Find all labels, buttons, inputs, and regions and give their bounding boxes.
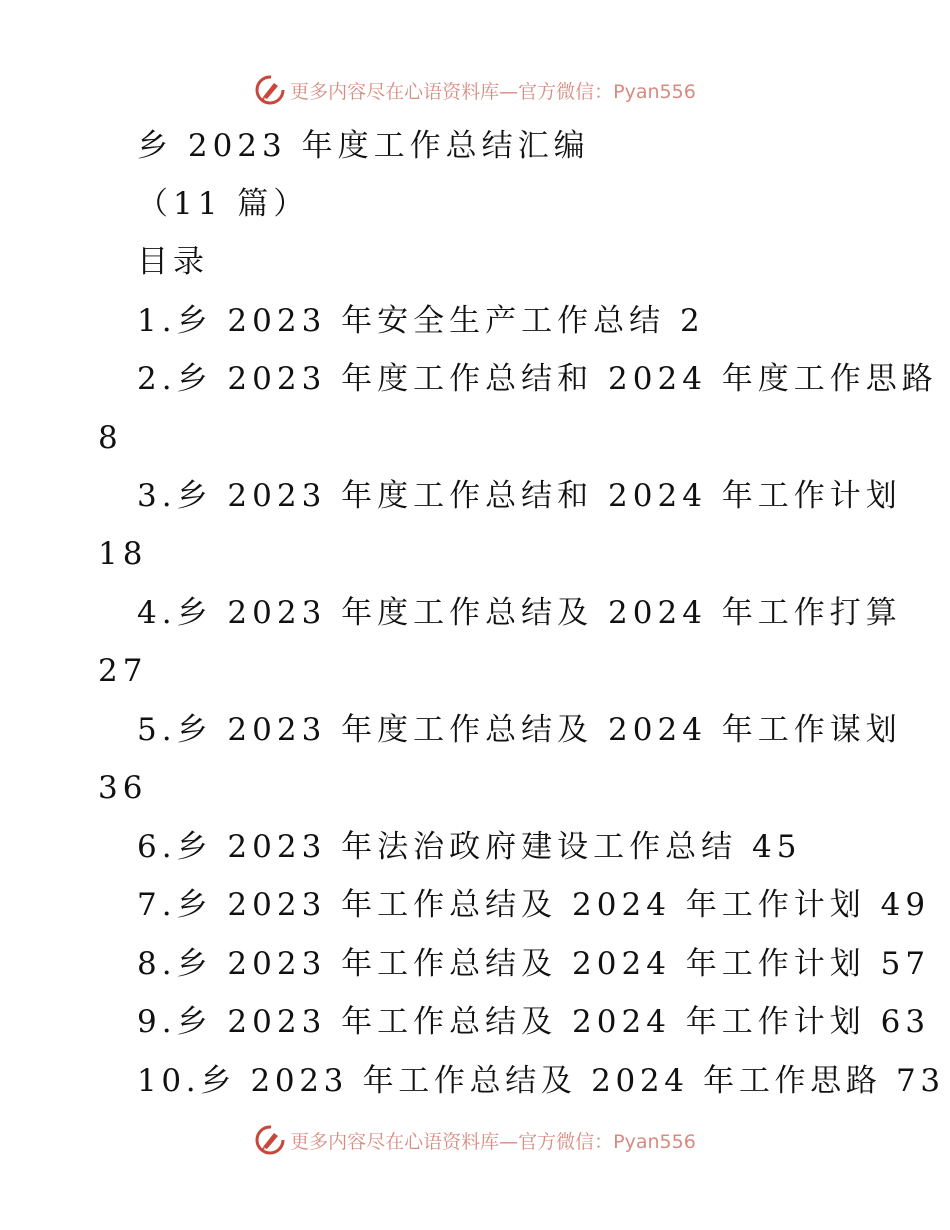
- document-title: 乡 2023 年度工作总结汇编: [137, 128, 590, 164]
- toc-page-number: 27: [98, 653, 148, 689]
- toc-entry: 5.乡 2023 年度工作总结及 2024 年工作谋划: [137, 712, 902, 748]
- toc-entry: 2.乡 2023 年度工作总结和 2024 年度工作思路: [137, 361, 938, 397]
- footer-watermark: [0, 1122, 950, 1158]
- toc-heading: 目录: [137, 244, 209, 280]
- toc-entry: 8.乡 2023 年工作总结及 2024 年工作计划 57: [137, 946, 931, 982]
- watermark-text: 更多内容尽在心语资料库—官方微信：Pyan556: [290, 1130, 696, 1153]
- toc-entry: 4.乡 2023 年度工作总结及 2024 年工作打算: [137, 595, 902, 631]
- toc-entry: 7.乡 2023 年工作总结及 2024 年工作计划 49: [137, 887, 931, 923]
- toc-entry: 1.乡 2023 年安全生产工作总结 2: [137, 303, 705, 339]
- document-subtitle: （11 篇）: [137, 186, 310, 222]
- toc-page-number: 8: [98, 420, 123, 456]
- toc-entry: 6.乡 2023 年法治政府建设工作总结 45: [137, 829, 802, 865]
- toc-entry: 3.乡 2023 年度工作总结和 2024 年工作计划: [137, 478, 902, 514]
- toc-page-number: 18: [98, 536, 148, 572]
- toc-entry: 9.乡 2023 年工作总结及 2024 年工作计划 63: [137, 1004, 931, 1040]
- toc-entry: 10.乡 2023 年工作总结及 2024 年工作思路 73: [137, 1063, 945, 1099]
- watermark-text: 更多内容尽在心语资料库—官方微信：Pyan556: [290, 80, 696, 103]
- header-watermark: [0, 72, 950, 108]
- pen-logo-icon: [254, 1124, 286, 1156]
- pen-logo-icon: [254, 74, 286, 106]
- toc-page-number: 36: [98, 770, 148, 806]
